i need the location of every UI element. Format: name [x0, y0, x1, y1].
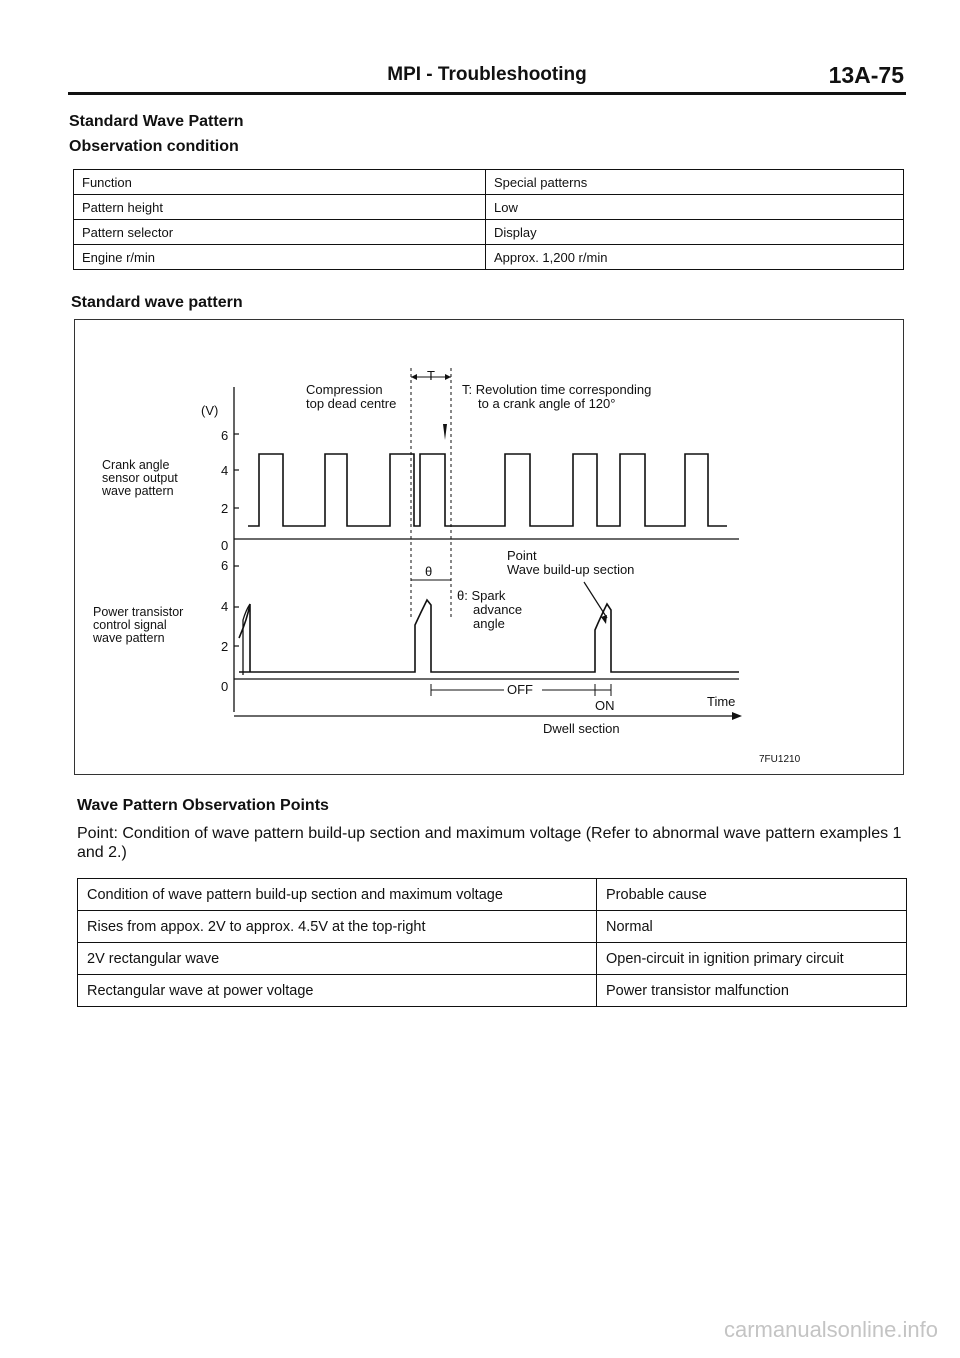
wave-pattern-figure: [74, 319, 904, 775]
dwell-arrow-head: [732, 712, 742, 720]
power-label-3: wave pattern: [93, 631, 165, 645]
crank-tick-4: 4: [221, 463, 229, 478]
power-label-2: control signal: [93, 618, 167, 632]
table-row: [74, 170, 904, 195]
table-header-cell: Probable cause: [597, 879, 907, 911]
table-cell: Low: [486, 195, 904, 220]
t-desc-2: to a crank angle of 120°: [478, 396, 616, 411]
table-cell: Open-circuit in ignition primary circuit: [597, 943, 907, 975]
table-header-cell: Condition of wave pattern build-up section and maximum voltage: [78, 879, 597, 911]
page-header: [68, 62, 906, 95]
table-cell: Approx. 1,200 r/min: [486, 245, 904, 270]
page-number: 13A-75: [828, 62, 904, 88]
crank-label-2: sensor output: [102, 471, 178, 485]
table-header-row: [78, 879, 907, 911]
table-row: [74, 245, 904, 270]
power-tick-0: 0: [221, 679, 229, 694]
points-paragraph: Point: Condition of wave pattern build-up section and maximum voltage (Refer to abnormal wave pattern examples 1 and 2.): [77, 825, 902, 861]
t-label: T: [427, 368, 435, 383]
cause-table: [77, 878, 907, 1007]
table-cell: Power transistor malfunction: [597, 975, 907, 1007]
table-row: [74, 220, 904, 245]
table-cell: Engine r/min: [74, 245, 486, 270]
spark-label-3: angle: [473, 616, 505, 631]
table-cell: Normal: [597, 911, 907, 943]
observation-table: [73, 169, 904, 270]
on-label: ON: [595, 698, 615, 713]
point-label-2: Wave build-up section: [507, 562, 635, 577]
power-label-1: Power transistor: [93, 605, 184, 619]
power-tick-6: 6: [221, 558, 229, 573]
dwell-label: Dwell section: [543, 721, 620, 736]
power-tick-2: 2: [221, 639, 229, 654]
heading-standard-wave-pattern-sub: Standard wave pattern: [71, 294, 243, 311]
table-cell: Rectangular wave at power voltage: [78, 975, 597, 1007]
table-row: [74, 195, 904, 220]
heading-observation-points: Wave Pattern Observation Points: [77, 797, 329, 814]
compression-label-1: Compression: [306, 382, 383, 397]
off-label: OFF: [507, 682, 533, 697]
table-cell: Function: [74, 170, 486, 195]
wave-diagram: [75, 320, 905, 776]
crank-ticks: [234, 434, 239, 508]
table-cell: Pattern height: [74, 195, 486, 220]
theta-label: θ: [425, 564, 433, 579]
time-label: Time: [707, 694, 736, 709]
compression-label-2: top dead centre: [306, 396, 397, 411]
crank-label-1: Crank angle: [102, 458, 170, 472]
table-cell: 2V rectangular wave: [78, 943, 597, 975]
crank-tick-6: 6: [221, 428, 229, 443]
table-row: [78, 911, 907, 943]
point-label-1: Point: [507, 548, 537, 563]
heading-observation-condition: Observation condition: [69, 138, 239, 155]
spark-label-2: advance: [473, 602, 523, 617]
crank-tick-2: 2: [221, 501, 229, 516]
table-row: [78, 975, 907, 1007]
heading-standard-wave-pattern: Standard Wave Pattern: [69, 113, 244, 130]
t-marker-arrow: [443, 424, 447, 440]
crank-tick-0: 0: [221, 538, 229, 553]
power-tick-4: 4: [221, 599, 229, 614]
header-title: MPI - Troubleshooting: [387, 64, 587, 85]
unit-label: (V): [201, 403, 219, 418]
t-desc-1: T: Revolution time corresponding: [462, 382, 652, 397]
crank-wave: [248, 454, 727, 526]
power-wave-edge: [243, 604, 250, 675]
power-ticks: [234, 566, 239, 646]
table-cell: Rises from appox. 2V to approx. 4.5V at the top-right: [78, 911, 597, 943]
crank-dashed-guides: [259, 460, 708, 526]
table-cell: Pattern selector: [74, 220, 486, 245]
watermark: carmanualsonline.info: [723, 1317, 938, 1342]
figure-code: 7FU1210: [759, 754, 801, 765]
crank-label-3: wave pattern: [102, 484, 174, 498]
spark-label-1: θ: Spark: [457, 588, 506, 603]
table-cell: Special patterns: [486, 170, 904, 195]
table-row: [78, 943, 907, 975]
table-cell: Display: [486, 220, 904, 245]
